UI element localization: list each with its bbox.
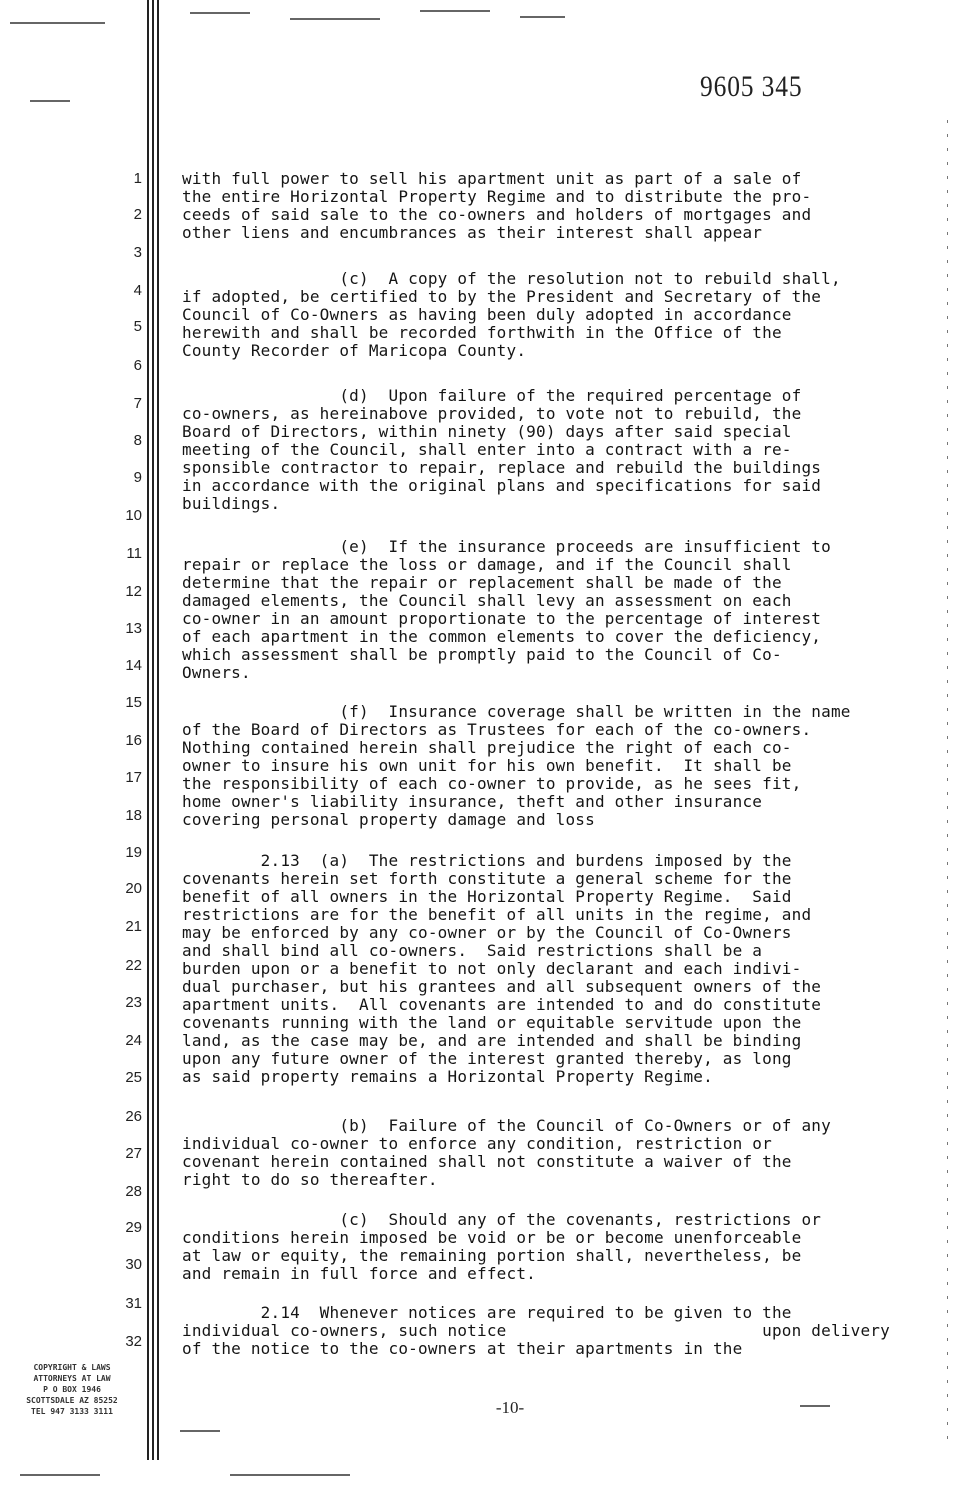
line-number: 8	[133, 432, 142, 449]
stamp-line: ATTORNEYS AT LAW	[33, 1374, 111, 1383]
line-number: 10	[125, 507, 142, 524]
stamp-line: P O BOX 1946	[43, 1385, 101, 1394]
line-number: 21	[125, 918, 142, 935]
scan-noise	[230, 1474, 350, 1476]
paragraph-2-13-a: 2.13 (a) The restrictions and burdens imposed by the covenants herein set forth constitute a general scheme for the benefit of all owners in the Horizontal Property Regime. Said restrictions are for the benefit of all units in the regime, and may be enforced by any co-owner or by the Council of Co-Owners and shall bind all co-owners. Said restrictions shall be a burden upon or a benefit to not only declarant and each indivi- dual purchaser, but his grantees and all subsequent owners of the apartment units. All covenants are intended to and do constitute covenants running with the land or equitable servitude upon the land, as the case may be, and are intended and shall be binding upon any future owner of the interest granted thereby, as long as said property remains a Horizontal Property Regime.	[182, 851, 822, 1086]
line-number: 29	[125, 1219, 142, 1236]
paragraph-continuation: with full power to sell his apartment unit as part of a sale of the entire Horizontal Property Regime and to distribute the pro- ceeds of said sale to the co-owners and holders of mortgages and other liens and encumbrances as their interest shall appear	[182, 169, 812, 242]
scan-noise	[30, 100, 70, 102]
scan-noise	[20, 1474, 100, 1476]
scan-noise	[520, 16, 565, 18]
paragraph-2-12-f: (f) Insurance coverage shall be written in the name of the Board of Directors as Trustees for each of the co-owners. Nothing contained herein shall prejudice the right of each co- owner to insure his own unit for his own benefit. It shall be the responsibility of each co-owner to provide, as he sees fit, home owner's liability insurance, theft and other insurance covering personal property damage and loss	[182, 702, 851, 829]
line-number: 12	[125, 583, 142, 600]
line-number: 27	[125, 1145, 142, 1162]
paragraph-2-13-b: (b) Failure of the Council of Co-Owners or of any individual co-owner to enforce any condition, restriction or covenant herein contained shall not constitute a waiver of the right to do so thereafter.	[182, 1116, 831, 1189]
paragraph-2-14: 2.14 Whenever notices are required to be given to the individual co-owners, such notice upon delivery of the notice to the co-owners at their apartments in the	[182, 1303, 890, 1358]
paragraph-2-12-c: (c) A copy of the resolution not to rebuild shall, if adopted, be certified to by the President and Secretary of the Council of Co-Owners as having been duly adopted in accordance herewith and shall be recorded forthwith in the Office of the County Recorder of Maricopa County.	[182, 269, 841, 360]
line-number: 2	[133, 206, 142, 223]
margin-rule	[152, 0, 154, 1460]
stamp-line: COPYRIGHT & LAWS	[33, 1363, 111, 1372]
line-number: 7	[133, 395, 142, 412]
margin-rule	[147, 0, 149, 1460]
line-number: 23	[125, 994, 142, 1011]
paragraph-2-13-c: (c) Should any of the covenants, restrictions or conditions herein imposed be void or be or become unenforceable at law or equity, the remaining portion shall, nevertheless, be and remain in full force and effect.	[182, 1210, 822, 1283]
line-number: 18	[125, 807, 142, 824]
line-number: 24	[125, 1032, 142, 1049]
line-number: 19	[125, 844, 142, 861]
scan-noise	[190, 12, 250, 14]
paragraph-2-12-e: (e) If the insurance proceeds are insufficient to repair or replace the loss or damage, and if the Council shall determine that the repair or replacement shall be made of the damaged elements, the Council shall levy an assessment on each co-owner in an amount proportionate to the percentage of interest of each apartment in the common elements to cover the deficiency, which assessment shall be promptly paid to the Council of Co- Owners.	[182, 537, 831, 682]
scan-noise	[420, 10, 490, 12]
attorney-stamp	[4, 1362, 140, 1417]
line-number: 9	[133, 469, 142, 486]
line-number: 4	[133, 282, 142, 299]
line-number: 11	[126, 545, 142, 562]
line-number: 31	[125, 1295, 142, 1312]
paragraph-2-12-d: (d) Upon failure of the required percentage of co-owners, as hereinabove provided, to vote not to rebuild, the Board of Directors, within ninety (90) days after said special meeting of the Council, shall enter into a contract with a re- sponsible contractor to repair, replace and rebuild the buildings in accordance with the original plans and specifications for said buildings.	[182, 386, 822, 513]
scan-noise	[800, 1405, 830, 1407]
line-number: 26	[125, 1108, 142, 1125]
line-number: 3	[133, 244, 142, 261]
scan-noise	[10, 22, 105, 24]
line-number: 5	[133, 318, 142, 335]
scan-edge-noise	[947, 120, 948, 1440]
line-number: 30	[125, 1256, 142, 1273]
stamp-line: SCOTTSDALE AZ 85252	[26, 1396, 118, 1405]
line-number: 22	[125, 957, 142, 974]
line-number: 1	[133, 170, 142, 187]
margin-rule	[157, 0, 159, 1460]
line-number: 6	[133, 357, 142, 374]
line-number: 25	[125, 1069, 142, 1086]
line-number: 14	[125, 657, 142, 674]
scan-noise	[180, 1430, 220, 1432]
scan-noise	[290, 18, 380, 20]
line-number: 20	[125, 880, 142, 897]
line-number: 13	[125, 620, 142, 637]
book-page-number: 9605 345	[700, 70, 803, 103]
page-number: -10-	[495, 1398, 525, 1417]
line-number: 17	[125, 769, 142, 786]
line-number: 28	[125, 1183, 142, 1200]
stamp-line: TEL 947 3133 3111	[31, 1407, 113, 1416]
line-number: 16	[125, 732, 142, 749]
line-number: 32	[125, 1333, 142, 1350]
line-number: 15	[125, 694, 142, 711]
